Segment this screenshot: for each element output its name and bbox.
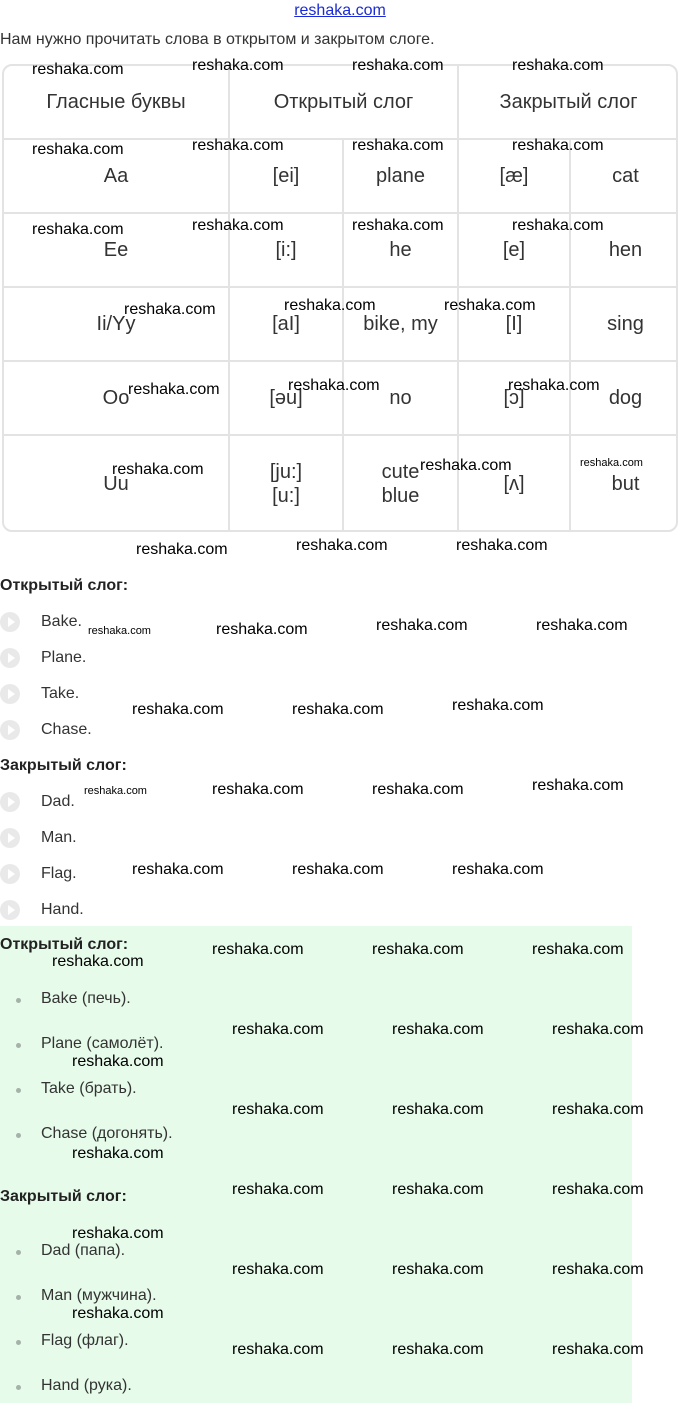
watermark-text: reshaka.com — [288, 377, 380, 394]
list-item-label: Chase (догонять). — [41, 1125, 173, 1142]
table-header: Закрытый слог — [499, 91, 638, 113]
watermark-text: reshaka.com — [232, 1341, 324, 1358]
list-item-label: Flag (флаг). — [41, 1332, 129, 1349]
audio-list-item[interactable] — [0, 683, 80, 705]
watermark-text: reshaka.com — [508, 377, 600, 394]
audio-list-item[interactable] — [0, 719, 92, 741]
audio-list-item[interactable] — [0, 647, 87, 669]
closed-word-cell: cat — [612, 165, 639, 187]
watermark-text: reshaka.com — [128, 381, 220, 398]
audio-list-item[interactable] — [0, 899, 84, 921]
watermark-text: reshaka.com — [444, 297, 536, 314]
vowel-letter-cell: Oo — [102, 387, 130, 409]
watermark-text: reshaka.com — [552, 1101, 644, 1118]
watermark-text: reshaka.com — [452, 861, 544, 878]
list-item-label: Take (брать). — [41, 1080, 137, 1097]
list-item-label: Man (мужчина). — [41, 1287, 157, 1304]
watermark-text: reshaka.com — [392, 1181, 484, 1198]
list-item-label: Hand (рука). — [41, 1377, 132, 1394]
play-icon[interactable] — [0, 792, 20, 812]
watermark-text: reshaka.com — [212, 781, 304, 798]
watermark-text: reshaka.com — [552, 1021, 644, 1038]
watermark-text: reshaka.com — [392, 1261, 484, 1278]
play-icon[interactable] — [0, 648, 20, 668]
watermark-text: reshaka.com — [552, 1261, 644, 1278]
watermark-text: reshaka.com — [376, 617, 468, 634]
bullet-icon — [16, 1043, 21, 1048]
table-header: Гласные буквы — [46, 91, 186, 113]
watermark-text: reshaka.com — [132, 701, 224, 718]
vowel-letter-cell: Ii/Yy — [96, 313, 136, 335]
watermark-text: reshaka.com — [232, 1261, 324, 1278]
watermark-text: reshaka.com — [88, 625, 151, 637]
watermark-text: reshaka.com — [532, 941, 624, 958]
open-word-cell: plane — [376, 165, 425, 187]
watermark-text: reshaka.com — [72, 1145, 164, 1162]
closed-sound-cell: [I] — [505, 313, 523, 335]
watermark-text: reshaka.com — [372, 781, 464, 798]
table-header: Открытый слог — [273, 91, 414, 113]
closed-word-cell: sing — [607, 313, 644, 335]
open-word-line: blue — [381, 485, 420, 507]
audio-list-item[interactable] — [0, 791, 75, 813]
open-sound-line: [ju:] — [269, 461, 303, 483]
open-sound-cell: [i:] — [275, 239, 297, 261]
audio-word-label: Bake. — [41, 613, 82, 630]
watermark-text: reshaka.com — [112, 461, 204, 478]
watermark-text: reshaka.com — [392, 1021, 484, 1038]
closed-sound-cell: [e] — [502, 239, 526, 261]
watermark-text: reshaka.com — [284, 297, 376, 314]
vowel-letter-cell: Ee — [103, 239, 129, 261]
watermark-text: reshaka.com — [124, 301, 216, 318]
audio-word-label: Man. — [41, 829, 77, 846]
open-sound-line: [u:] — [272, 485, 300, 507]
play-icon[interactable] — [0, 720, 20, 740]
play-icon[interactable] — [0, 864, 20, 884]
bullet-icon — [16, 1088, 21, 1093]
closed-sound-cell: [æ] — [499, 165, 529, 187]
watermark-text: reshaka.com — [552, 1181, 644, 1198]
closed-word-cell: dog — [608, 387, 643, 409]
closed-sound-cell: [ʌ] — [503, 473, 525, 495]
watermark-text: reshaka.com — [72, 1305, 164, 1322]
watermark-text: reshaka.com — [32, 221, 124, 238]
open-word-cell — [344, 436, 457, 532]
open-syllable-title: Открытый слог: — [0, 577, 129, 594]
audio-word-label: Plane. — [41, 649, 87, 666]
watermark-text: reshaka.com — [392, 1101, 484, 1118]
answer-closed-title: Закрытый слог: — [0, 1188, 127, 1205]
play-icon[interactable] — [0, 684, 20, 704]
watermark-text: reshaka.com — [352, 217, 444, 234]
answer-open-title: Открытый слог: — [0, 936, 129, 953]
closed-word-cell: hen — [608, 239, 643, 261]
watermark-text: reshaka.com — [192, 137, 284, 154]
watermark-text: reshaka.com — [136, 541, 228, 558]
watermark-text: reshaka.com — [32, 61, 124, 78]
closed-word-cell: but — [611, 473, 640, 495]
watermark-text: reshaka.com — [352, 137, 444, 154]
watermark-text: reshaka.com — [292, 861, 384, 878]
audio-word-label: Take. — [41, 685, 80, 702]
audio-list-item[interactable] — [0, 863, 77, 885]
bullet-icon — [16, 1385, 21, 1390]
list-item-label: Bake (печь). — [41, 990, 131, 1007]
closed-sound-cell: [ɔ] — [503, 387, 525, 409]
audio-word-label: Flag. — [41, 865, 77, 882]
vowel-letter-cell: Aa — [103, 165, 129, 187]
open-word-cell: no — [389, 387, 412, 409]
bullet-icon — [16, 1295, 21, 1300]
watermark-text: reshaka.com — [216, 621, 308, 638]
open-word-cell: he — [389, 239, 412, 261]
watermark-text: reshaka.com — [352, 57, 444, 74]
bullet-icon — [16, 1250, 21, 1255]
watermark-text: reshaka.com — [512, 137, 604, 154]
bullet-icon — [16, 1133, 21, 1138]
watermark-text: reshaka.com — [536, 617, 628, 634]
closed-syllable-title: Закрытый слог: — [0, 757, 127, 774]
watermark-text: reshaka.com — [532, 777, 624, 794]
bullet-icon — [16, 998, 21, 1003]
audio-word-label: Hand. — [41, 901, 84, 918]
list-item-label: Plane (самолёт). — [41, 1035, 164, 1052]
watermark-text: reshaka.com — [72, 1225, 164, 1242]
open-sound-cell — [230, 436, 342, 532]
play-icon[interactable] — [0, 612, 20, 632]
watermark-text: reshaka.com — [296, 537, 388, 554]
vowel-letter-cell: Uu — [103, 473, 129, 495]
audio-word-label: Chase. — [41, 721, 92, 738]
watermark-text: reshaka.com — [512, 57, 604, 74]
play-icon[interactable] — [0, 828, 20, 848]
watermark-text: reshaka.com — [292, 701, 384, 718]
watermark-text: reshaka.com — [372, 941, 464, 958]
watermark-text: reshaka.com — [232, 1021, 324, 1038]
site-header-link[interactable]: reshaka.com — [294, 2, 386, 19]
answer-block — [0, 926, 632, 1403]
audio-list-item[interactable] — [0, 827, 77, 849]
watermark-text: reshaka.com — [580, 457, 643, 469]
watermark-text: reshaka.com — [72, 1053, 164, 1070]
watermark-text: reshaka.com — [232, 1101, 324, 1118]
watermark-text: reshaka.com — [84, 785, 147, 797]
watermark-text: reshaka.com — [552, 1341, 644, 1358]
watermark-text: reshaka.com — [192, 57, 284, 74]
open-word-line: cute — [381, 461, 420, 483]
open-word-cell: bike, my — [363, 313, 438, 335]
audio-list-item[interactable] — [0, 611, 82, 633]
watermark-text: reshaka.com — [420, 457, 512, 474]
bullet-icon — [16, 1340, 21, 1345]
play-icon[interactable] — [0, 900, 20, 920]
watermark-text: reshaka.com — [192, 217, 284, 234]
open-sound-cell: [əu] — [269, 387, 303, 409]
open-sound-cell: [aI] — [272, 313, 300, 335]
audio-word-label: Dad. — [41, 793, 75, 810]
list-item-label: Dad (папа). — [41, 1242, 126, 1259]
watermark-text: reshaka.com — [132, 861, 224, 878]
intro-text: Нам нужно прочитать слова в открытом и закрытом слоге. — [0, 31, 435, 48]
open-sound-cell: [ei] — [272, 165, 300, 187]
watermark-text: reshaka.com — [232, 1181, 324, 1198]
watermark-text: reshaka.com — [392, 1341, 484, 1358]
watermark-text: reshaka.com — [456, 537, 548, 554]
watermark-text: reshaka.com — [512, 217, 604, 234]
watermark-text: reshaka.com — [32, 141, 124, 158]
watermark-text: reshaka.com — [452, 697, 544, 714]
watermark-text: reshaka.com — [52, 953, 144, 970]
watermark-text: reshaka.com — [212, 941, 304, 958]
